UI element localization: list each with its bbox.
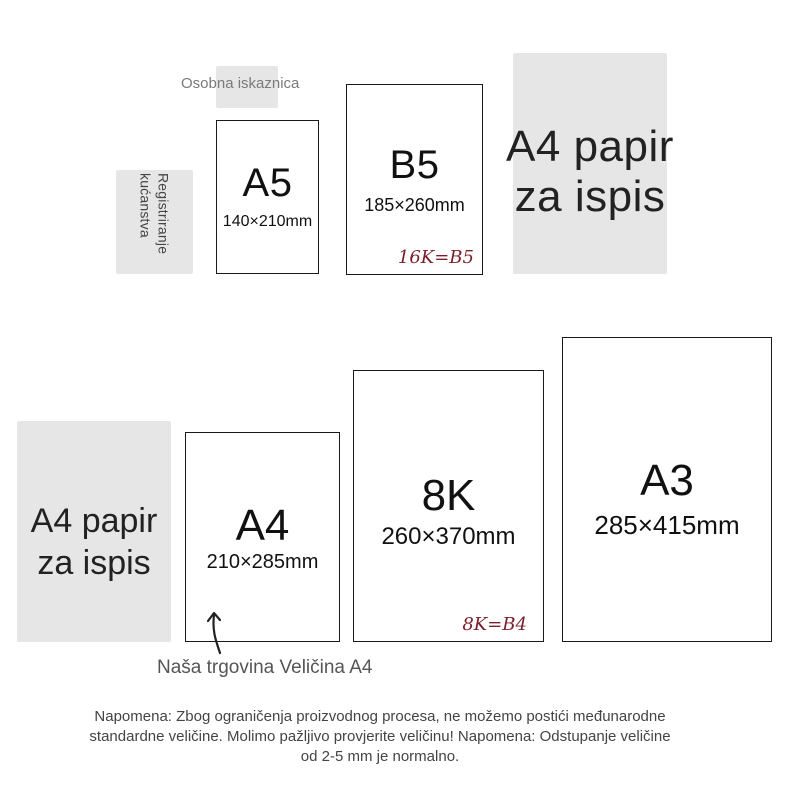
a4-print-paper-top-line1: A4 papir: [506, 122, 674, 171]
a4-print-paper-bottom-line1: A4 papir: [30, 502, 158, 540]
a4-print-paper-label-bottom: [17, 500, 171, 584]
8k-title: 8K: [421, 471, 476, 520]
b5-note: 16K=B5: [397, 247, 474, 268]
a5-dimensions: 140×210mm: [222, 213, 313, 230]
a5-card: [216, 120, 319, 274]
a4-dimensions: 210×285mm: [206, 551, 319, 573]
a4-title: A4: [235, 501, 290, 550]
household-registration-swatch: [116, 170, 193, 274]
curved-arrow-icon: [198, 605, 228, 657]
a4-card: [185, 432, 340, 642]
b5-dimensions: 185×260mm: [364, 195, 465, 215]
8k-dimensions: 260×370mm: [381, 523, 516, 550]
b5-card: [346, 84, 483, 275]
id-card-label: Osobna iskaznica: [181, 75, 300, 92]
a4-print-paper-bottom-line2: za ispis: [37, 544, 151, 582]
b5-title: B5: [389, 143, 440, 187]
a5-title: A5: [242, 161, 293, 205]
footer-line-3: od 2-5 mm je normalno.: [300, 748, 460, 765]
8k-note: 8K=B4: [462, 614, 527, 635]
8k-card: [353, 370, 544, 642]
a4-print-paper-top-line2: za ispis: [514, 172, 666, 221]
footer-line-2: standardne veličine. Molimo pažljivo provjerite veličinu! Napomena: Odstupanje veličine: [89, 728, 671, 745]
household-registration-label: Registriranje kućanstva: [137, 173, 172, 255]
footer-note: [0, 707, 760, 767]
footer-line-1: Napomena: Zbog ograničenja proizvodnog procesa, ne možemo postići međunarodne: [94, 708, 666, 725]
a3-title: A3: [640, 456, 694, 505]
a3-card: [562, 337, 772, 642]
a3-dimensions: 285×415mm: [594, 510, 740, 540]
store-size-label: Naša trgovina Veličina A4: [157, 657, 373, 678]
a4-print-paper-label-top: [492, 122, 688, 222]
